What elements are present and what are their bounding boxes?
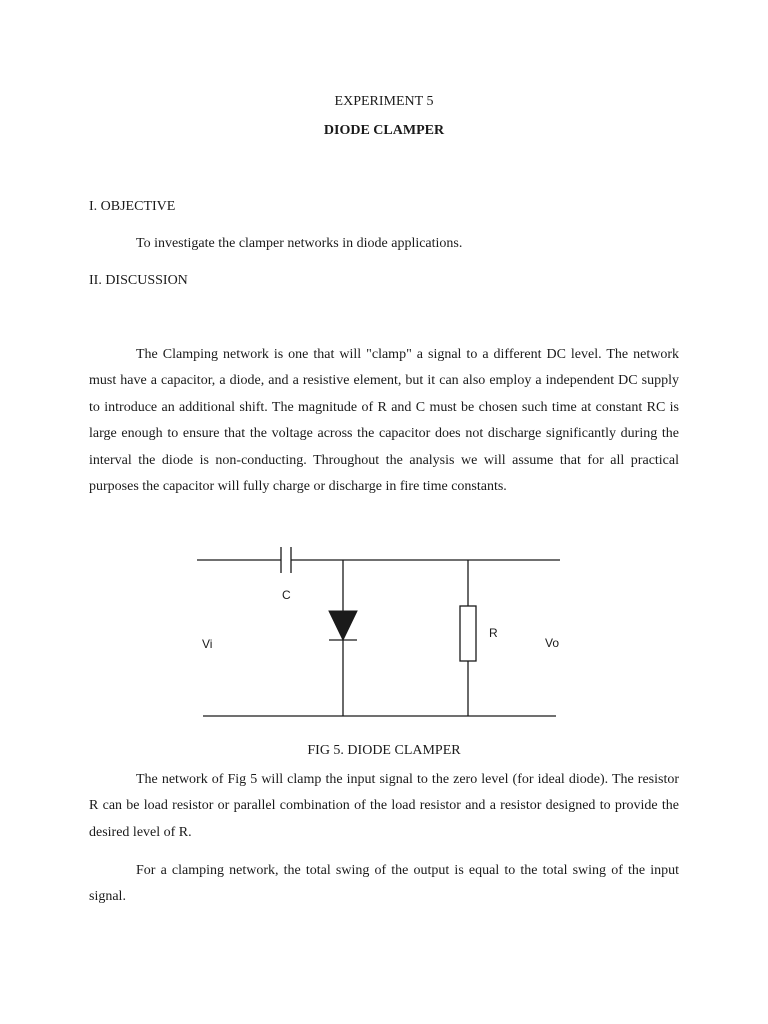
discussion-paragraph-1: The Clamping network is one that will "clamp" a signal to a different DC level. The network must have a capacitor, a diode, and a resistive element, but it can also employ a independent DC supply to introduce an additional shift. The magnitude of R and C must be chosen such time at constant RC is large enough to ensure that the voltage across the capacitor does not discharge significantly during the interval the diode is non-conducting. Throughout the analysis we will assume that for all practical purposes the capacitor will fully charge or discharge in fire time constants. <box>89 347 679 495</box>
output-voltage-label: Vo <box>545 636 560 650</box>
resistor-label: R <box>489 626 498 640</box>
discussion-heading: II. DISCUSSION <box>89 273 188 288</box>
document-title: DIODE CLAMPER <box>323 123 445 138</box>
discussion-paragraph-3: For a clamping network, the total swing of the output is equal to the total swing of the input signal. <box>89 863 679 905</box>
experiment-number: EXPERIMENT 5 <box>334 94 434 109</box>
discussion-paragraph-2: The network of Fig 5 will clamp the input signal to the zero level (for ideal diode). The resistor R can be load resistor or parallel combination of the load resistor and a resistor designed to provide the desired level of R. <box>89 772 679 840</box>
figure-caption: FIG 5. DIODE CLAMPER <box>307 743 461 758</box>
input-voltage-label: Vi <box>202 637 213 651</box>
resistor-body <box>460 606 476 661</box>
diode-triangle <box>329 611 357 640</box>
objective-heading: I. OBJECTIVE <box>89 199 176 214</box>
objective-text: To investigate the clamper networks in diode applications. <box>136 236 463 251</box>
capacitor-label: C <box>282 588 291 602</box>
